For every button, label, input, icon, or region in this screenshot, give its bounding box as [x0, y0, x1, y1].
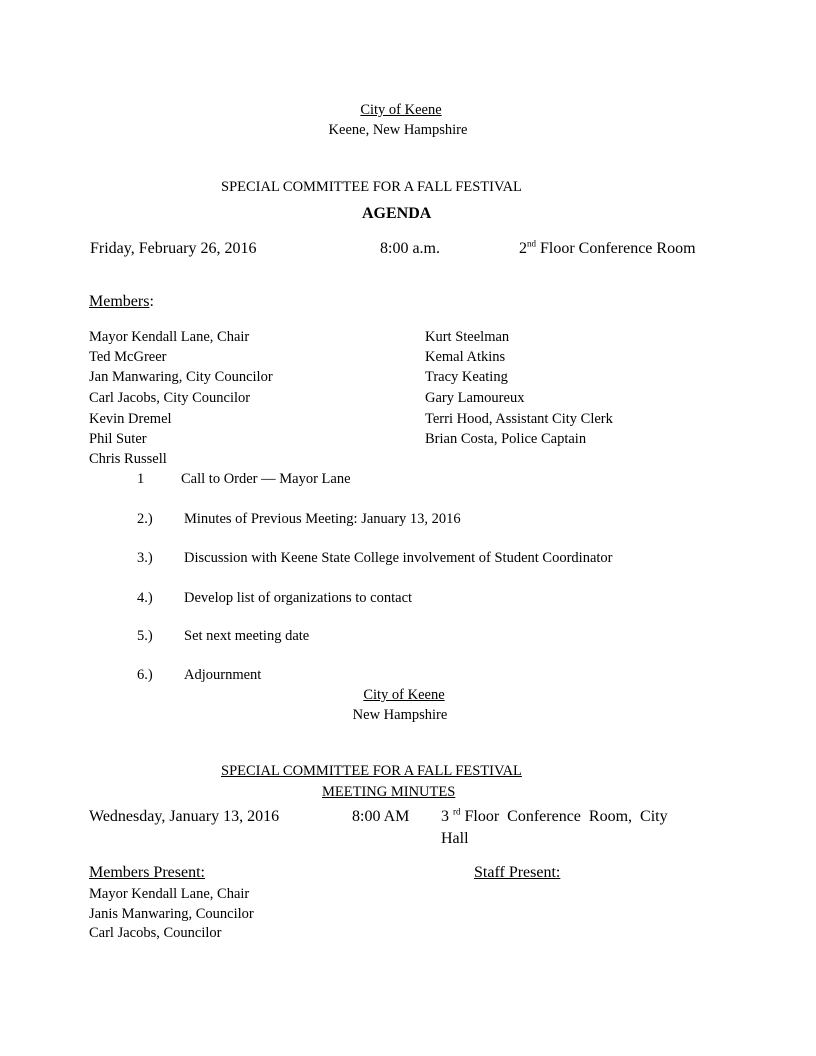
members-heading — [89, 294, 154, 310]
member-present-item: Janis Manwaring, Councilor — [89, 906, 254, 922]
minutes-time: 8:00 AM — [352, 808, 410, 825]
agenda-item-number: 6.) — [137, 667, 153, 683]
committee-heading: SPECIAL COMMITTEE FOR A FALL FESTIVAL — [221, 179, 522, 195]
location-heading: Keene, New Hampshire — [328, 122, 468, 138]
agenda-item-text: Adjournment — [184, 667, 262, 683]
agenda-item-text: Discussion with Keene State College involvement of Student Coordinator — [184, 550, 613, 566]
member-item: Kemal Atkins — [425, 349, 506, 365]
minutes-committee-heading: SPECIAL COMMITTEE FOR A FALL FESTIVAL — [221, 763, 522, 779]
member-present-item: Mayor Kendall Lane, Chair — [89, 886, 250, 902]
minutes-floor-suffix: rd — [453, 806, 461, 817]
agenda-item-text: Call to Order — Mayor Lane — [181, 471, 351, 487]
agenda-item-text: Develop list of organizations to contact — [184, 590, 413, 606]
meeting-time: 8:00 a.m. — [380, 240, 440, 257]
floor-suffix: nd — [527, 238, 536, 249]
agenda-item-number: 3.) — [137, 550, 153, 566]
agenda-item-text: Set next meeting date — [184, 628, 310, 644]
member-item: Jan Manwaring, City Councilor — [89, 369, 273, 385]
member-item: Gary Lamoureux — [425, 390, 525, 406]
agenda-item-number: 4.) — [137, 590, 153, 606]
member-item: Mayor Kendall Lane, Chair — [89, 329, 250, 345]
agenda-item-number: 1 — [137, 471, 145, 487]
staff-present-label: Staff Present: — [474, 864, 561, 881]
member-item: Phil Suter — [89, 431, 147, 447]
minutes-location — [441, 806, 668, 825]
member-item: Carl Jacobs, City Councilor — [89, 390, 251, 406]
floor-number: 2 — [519, 240, 527, 257]
agenda-item-number: 2.) — [137, 511, 153, 527]
agenda-item-number: 5.) — [137, 628, 153, 644]
member-item: Tracy Keating — [425, 369, 508, 385]
member-item: Chris Russell — [89, 451, 167, 467]
member-item: Ted McGreer — [89, 349, 167, 365]
member-item: Kevin Dremel — [89, 411, 172, 427]
member-present-item: Carl Jacobs, Councilor — [89, 925, 222, 941]
members-colon: : — [149, 293, 154, 310]
members-label: Members — [89, 293, 150, 310]
agenda-title: AGENDA — [362, 205, 432, 222]
member-item: Terri Hood, Assistant City Clerk — [425, 411, 613, 427]
minutes-floor-number: 3 — [441, 808, 449, 825]
city-heading: City of Keene — [360, 102, 442, 118]
room-name: Floor Conference Room — [540, 240, 696, 257]
minutes-room-line1: Floor Conference Room, City — [464, 808, 668, 825]
minutes-title: MEETING MINUTES — [322, 784, 456, 800]
agenda-item-text: Minutes of Previous Meeting: January 13, 2016 — [184, 511, 461, 527]
minutes-city-heading: City of Keene — [363, 687, 445, 703]
minutes-date: Wednesday, January 13, 2016 — [89, 808, 280, 825]
minutes-state-heading: New Hampshire — [352, 707, 448, 723]
meeting-date: Friday, February 26, 2016 — [90, 240, 257, 257]
meeting-location — [519, 238, 696, 257]
minutes-room-line2: Hall — [441, 830, 469, 847]
members-present-label: Members Present: — [89, 864, 205, 881]
member-item: Brian Costa, Police Captain — [425, 431, 587, 447]
member-item: Kurt Steelman — [425, 329, 510, 345]
